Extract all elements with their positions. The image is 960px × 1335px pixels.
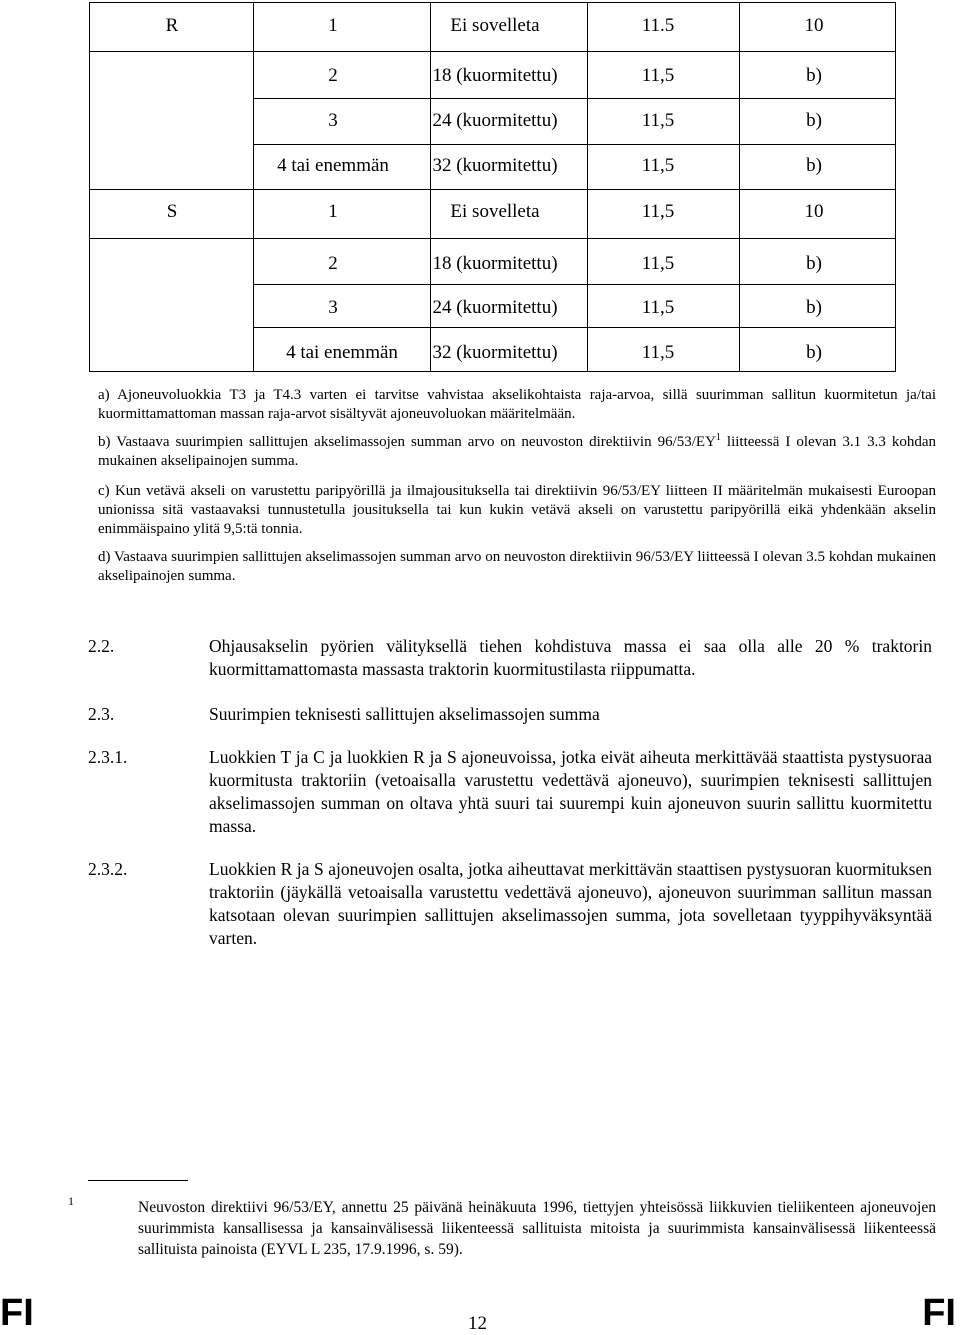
table-col-divider: [430, 2, 431, 372]
footnote-mark: 1: [68, 1194, 74, 1208]
table-cell-mass: 11,5: [641, 110, 675, 131]
section-heading: Suurimpien teknisesti sallittujen akselimassojen summa: [209, 704, 600, 724]
table-cell-note: b): [806, 155, 822, 176]
table-cell-load: Ei sovelleta: [450, 15, 540, 36]
table-row-divider: [253, 98, 895, 99]
table-cell-load: 18 (kuormitettu): [432, 65, 558, 86]
footnote-text: Neuvoston direktiivi 96/53/EY, annettu 25 päivänä heinäkuuta 1996, tiettyjen yhteisössä liikkuvien tieliikenteen ajoneuvojen suurimmista kansallisessa ja kansainvälisessä liikenteessä sallituista mitoista ja suurimmista kansainvälisessä liikenteessä sallituista painoista (EYVL L 235, 17.9.1996, s. 59).: [138, 1199, 936, 1258]
section-number: 2.3.: [88, 704, 115, 724]
table-col-divider: [253, 2, 254, 372]
page-number: 12: [468, 1313, 487, 1334]
table-row-divider: [90, 189, 895, 190]
note-b: [98, 433, 936, 471]
note-b-text-end: liitteessä I olevan 3.1 3.3 kohdan mukainen akselipainojen summa.: [98, 434, 936, 469]
table-cell-note: b): [806, 65, 822, 86]
table-row-divider: [90, 238, 895, 239]
table-cell-axles: 2: [328, 253, 338, 274]
table-cell-note: b): [806, 342, 822, 363]
table-cell-axles: 4 tai enemmän: [277, 155, 389, 176]
note-b-text: b) Vastaava suurimpien sallittujen akselimassojen summan arvo on neuvoston direktiivin 96/53/EY: [98, 434, 716, 450]
section-text: Luokkien T ja C ja luokkien R ja S ajoneuvoissa, jotka eivät aiheuta merkittävää staattista pystysuoraa kuormitusta traktoriin (vetoaisalla varustettu vedettävä ajoneuvo), suurimpien teknisesti sallittujen akselimassojen summan on oltava yhtä suuri tai suurempi kuin ajoneuvon suurin sallittu kuormitettu massa.: [209, 747, 932, 836]
table-cell-load: Ei sovelleta: [450, 201, 540, 222]
table-row-divider: [253, 144, 895, 145]
table-cell-load: 18 (kuormitettu): [432, 253, 558, 274]
axle-mass-table: [89, 2, 896, 372]
table-cell-mass: 11,5: [641, 155, 675, 176]
table-cell-note: b): [806, 297, 822, 318]
section-number: 2.3.1.: [88, 747, 128, 767]
footnote-separator: [88, 1180, 188, 1181]
table-col-divider: [587, 2, 588, 372]
table-cell-load: 24 (kuormitettu): [432, 297, 558, 318]
table-cell-axles: 1: [328, 15, 338, 36]
table-cell-note: 10: [804, 15, 824, 36]
table-cell-note: b): [806, 110, 822, 131]
table-cell-axles: 4 tai enemmän: [286, 342, 398, 363]
table-cell-mass: 11,5: [641, 297, 675, 318]
table-cell-note: b): [806, 253, 822, 274]
section-number: 2.2.: [88, 636, 115, 656]
footnote-reference: 1: [715, 432, 721, 443]
table-cell-mass: 11,5: [641, 65, 675, 86]
section-text: Ohjausakselin pyörien välityksellä tiehen kohdistuva massa ei saa olla alle 20 % traktorin kuormittamattomasta massasta traktorin kuormitustilasta riippumatta.: [209, 636, 932, 679]
section-text: Luokkien R ja S ajoneuvojen osalta, jotka aiheuttavat merkittävän staattisen pystysuoran kuormituksen traktoriin (jäykällä vetoaisalla varustettu vedettävä ajoneuvo), ajoneuvon suurimman sallitun massan katsotaan olevan suurimpien sallittujen akselimassojen summa, jota sovelletaan tyyppihyväksyntää varten.: [209, 859, 932, 948]
note-d: d) Vastaava suurimpien sallittujen akselimassojen summan arvo on neuvoston direktiivin 96/53/EY liitteessä I olevan 3.5 kohdan mukainen akselipainojen summa.: [98, 549, 936, 584]
language-code-right: FI: [922, 1292, 956, 1334]
table-row-divider: [253, 284, 895, 285]
table-cell-category: S: [166, 201, 178, 222]
table-bottom-border: [90, 371, 895, 372]
table-cell-load: 32 (kuormitettu): [432, 155, 558, 176]
table-cell-axles: 3: [328, 110, 338, 131]
table-top-border: [90, 2, 895, 3]
table-cell-mass: 11,5: [641, 253, 675, 274]
table-cell-mass: 11.5: [641, 15, 675, 36]
table-cell-axles: 1: [328, 201, 338, 222]
table-cell-load: 32 (kuormitettu): [432, 342, 558, 363]
table-row-divider: [253, 327, 895, 328]
table-col-divider: [739, 2, 740, 372]
table-cell-mass: 11,5: [641, 201, 675, 222]
table-row-divider: [90, 51, 895, 52]
language-code-left: FI: [0, 1292, 34, 1334]
table-cell-mass: 11,5: [641, 342, 675, 363]
table-cell-axles: 3: [328, 297, 338, 318]
note-c: c) Kun vetävä akseli on varustettu paripyörillä ja ilmajousituksella tai direktiivin 96/53/EY liitteen II määritelmän mukaisesti Euroopan unionissa sitä vastaavaksi tunnustetulla jousituksella tai kun kukin vetävä akseli on varustettu paripyörillä eikä yhdenkään akselin enimmäispaino ylitä 9,5:tä tonnia.: [98, 483, 936, 537]
note-a: a) Ajoneuvoluokkia T3 ja T4.3 varten ei tarvitse vahvistaa akselikohtaista raja-arvoa, sillä suurimman sallitun kuormitetun ja/tai kuormittamattoman massan raja-arvot sisältyvät ajoneuvoluokan määritelmään.: [98, 387, 936, 422]
table-cell-axles: 2: [328, 65, 338, 86]
table-cell-note: 10: [804, 201, 824, 222]
table-cell-category: R: [165, 15, 179, 36]
section-number: 2.3.2.: [88, 859, 128, 879]
table-cell-load: 24 (kuormitettu): [432, 110, 558, 131]
